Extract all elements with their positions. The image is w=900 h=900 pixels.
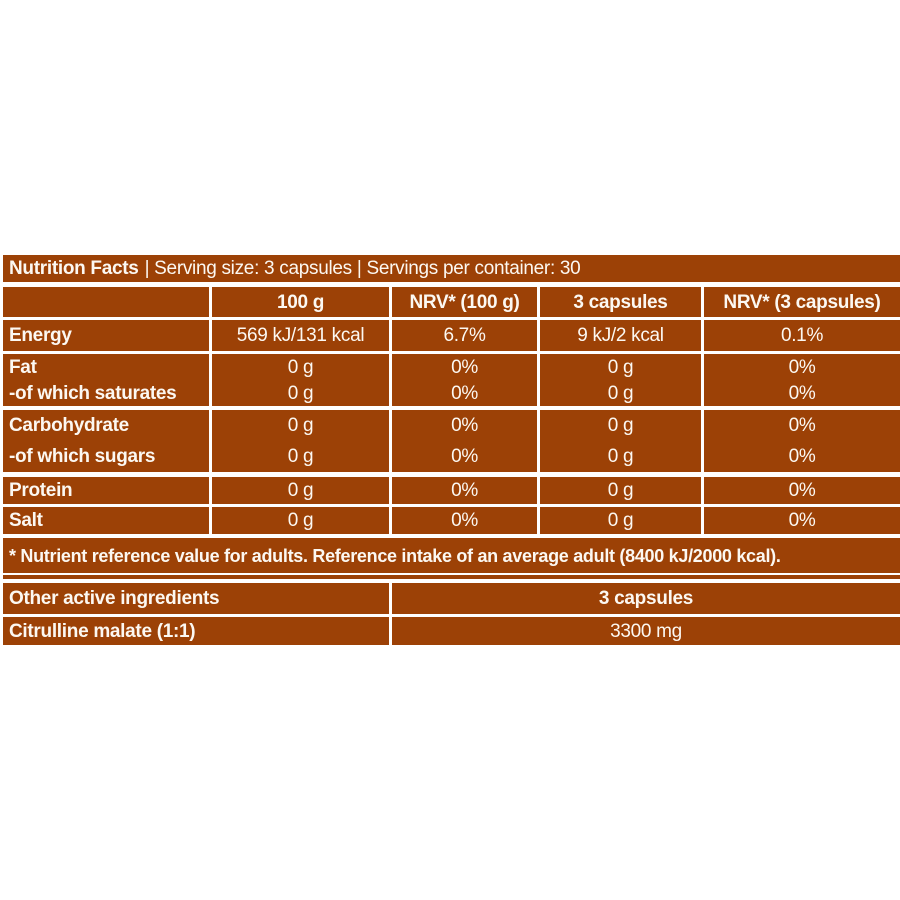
table-row-protein	[3, 477, 900, 504]
table-group-fat	[3, 354, 900, 406]
value-cell: 6.7%	[392, 320, 537, 351]
group-value-cell	[392, 410, 537, 472]
value-cell: 0%	[704, 477, 900, 504]
value-cell: 0%	[788, 382, 816, 404]
group-value-cell	[212, 410, 389, 472]
value-cell: 0 g	[287, 382, 314, 404]
value-cell: 0.1%	[704, 320, 900, 351]
group-value-cell	[540, 354, 701, 406]
group-value-cell	[540, 410, 701, 472]
value-cell: 0%	[451, 446, 478, 467]
value-cell: 0%	[392, 507, 537, 534]
row-label: Carbohydrate	[9, 415, 129, 436]
table-closing-rule	[3, 575, 900, 579]
value-cell: 0 g	[607, 446, 634, 467]
nutrition-facts-header-bar	[3, 255, 900, 282]
group-value-cell	[704, 410, 900, 472]
group-value-cell	[212, 354, 389, 406]
value-cell: 0 g	[212, 477, 389, 504]
value-cell: 0%	[451, 356, 478, 378]
nutrition-facts-title: Nutrition Facts	[9, 258, 139, 279]
value-cell: 0 g	[607, 356, 634, 378]
table-row-energy	[3, 320, 900, 351]
row-label: Fat	[9, 356, 37, 378]
ingredients-header-label: Other active ingredients	[3, 583, 389, 614]
value-cell: 9 kJ/2 kcal	[540, 320, 701, 351]
value-cell: 0 g	[212, 507, 389, 534]
column-header-3-capsules: 3 capsules	[540, 287, 701, 317]
value-cell: 569 kJ/131 kcal	[212, 320, 389, 351]
group-label-cell	[3, 410, 209, 472]
row-label: -of which saturates	[9, 382, 177, 404]
serving-info: | Serving size: 3 capsules | Servings per container: 30	[144, 258, 581, 279]
value-cell: 0 g	[607, 382, 634, 404]
group-value-cell	[392, 354, 537, 406]
value-cell: 0 g	[607, 415, 634, 436]
value-cell: 0%	[451, 415, 478, 436]
value-cell: 0%	[788, 446, 816, 467]
nrv-footnote: * Nutrient reference value for adults. Reference intake of an average adult (8400 kJ/2000 kcal).	[3, 538, 900, 573]
ingredients-row-citrulline	[3, 617, 900, 645]
column-header-nrv-3-capsules: NRV* (3 capsules)	[704, 287, 900, 317]
column-header-100g: 100 g	[212, 287, 389, 317]
value-cell: 0%	[704, 507, 900, 534]
row-label: Energy	[3, 320, 209, 351]
group-value-cell	[704, 354, 900, 406]
ingredients-header-value: 3 capsules	[392, 583, 900, 614]
value-cell: 0%	[451, 382, 478, 404]
value-cell: 0%	[788, 356, 816, 378]
column-header-empty	[3, 287, 209, 317]
value-cell: 0 g	[540, 507, 701, 534]
ingredient-label: Citrulline malate (1:1)	[3, 617, 389, 645]
column-header-row	[3, 287, 900, 317]
value-cell: 0 g	[540, 477, 701, 504]
column-header-nrv-100g: NRV* (100 g)	[392, 287, 537, 317]
value-cell: 0 g	[287, 415, 314, 436]
row-label: -of which sugars	[9, 446, 156, 467]
value-cell: 0 g	[287, 356, 314, 378]
row-label: Salt	[3, 507, 209, 534]
table-row-salt	[3, 507, 900, 534]
ingredient-value: 3300 mg	[392, 617, 900, 645]
ingredients-header-row	[3, 583, 900, 614]
table-group-carbohydrate	[3, 410, 900, 472]
value-cell: 0%	[788, 415, 816, 436]
value-cell: 0%	[392, 477, 537, 504]
row-label: Protein	[3, 477, 209, 504]
group-label-cell	[3, 354, 209, 406]
value-cell: 0 g	[287, 446, 314, 467]
nutrition-label	[3, 255, 900, 648]
